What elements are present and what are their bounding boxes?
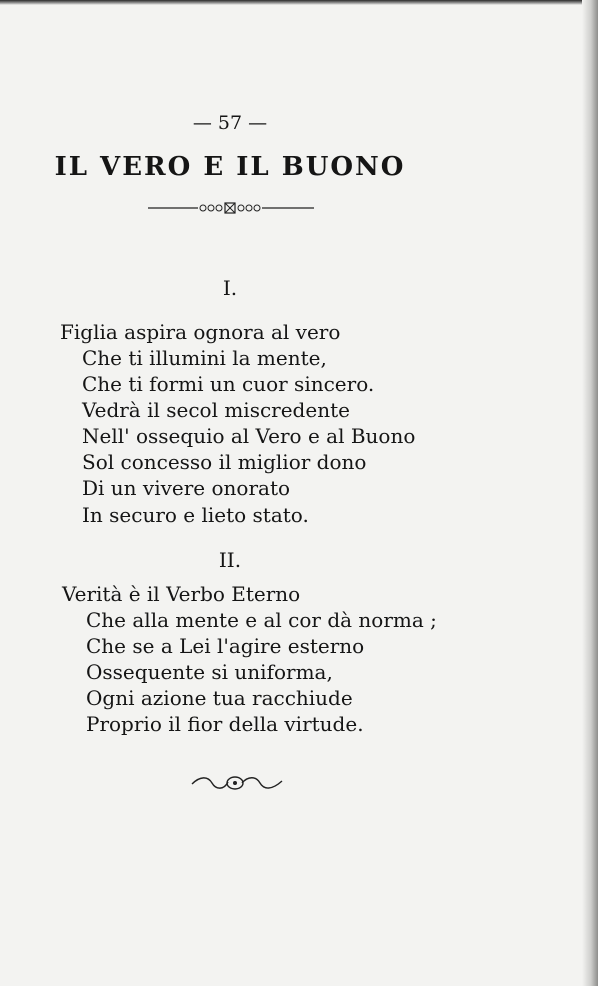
verse-line: Che se a Lei l'agire esterno bbox=[86, 634, 365, 658]
verse-line: Che alla mente e al cor dà norma ; bbox=[86, 608, 437, 632]
title-rule-ornament bbox=[148, 200, 316, 216]
verse-line: Nell' ossequio al Vero e al Buono bbox=[82, 424, 416, 448]
verse-line: Di un vivere onorato bbox=[82, 476, 291, 500]
verse-line: Vedrà il secol miscredente bbox=[82, 398, 350, 422]
verse-line: In securo e lieto stato. bbox=[82, 503, 309, 527]
verse-line: Ossequente si uniforma, bbox=[86, 660, 333, 684]
verse-line: Sol concesso il miglior dono bbox=[82, 450, 367, 474]
verse-line: Verità è il Verbo Eterno bbox=[62, 582, 301, 606]
stanza-2-numeral: II. bbox=[218, 548, 242, 572]
page-number: — 57 — bbox=[192, 112, 268, 134]
poem-title: IL VERO E IL BUONO bbox=[54, 152, 406, 182]
end-ornament bbox=[190, 772, 284, 794]
stanza-1-numeral: I. bbox=[222, 276, 238, 300]
verse-line: Ogni azione tua racchiude bbox=[86, 686, 353, 710]
verse-line: Figlia aspira ognora al vero bbox=[60, 320, 341, 344]
page-top-edge bbox=[0, 0, 598, 5]
verse-line: Proprio il fior della virtude. bbox=[86, 712, 364, 736]
verse-line: Che ti formi un cuor sincero. bbox=[82, 372, 375, 396]
page-right-edge bbox=[582, 0, 598, 986]
verse-line: Che ti illumini la mente, bbox=[82, 346, 327, 370]
